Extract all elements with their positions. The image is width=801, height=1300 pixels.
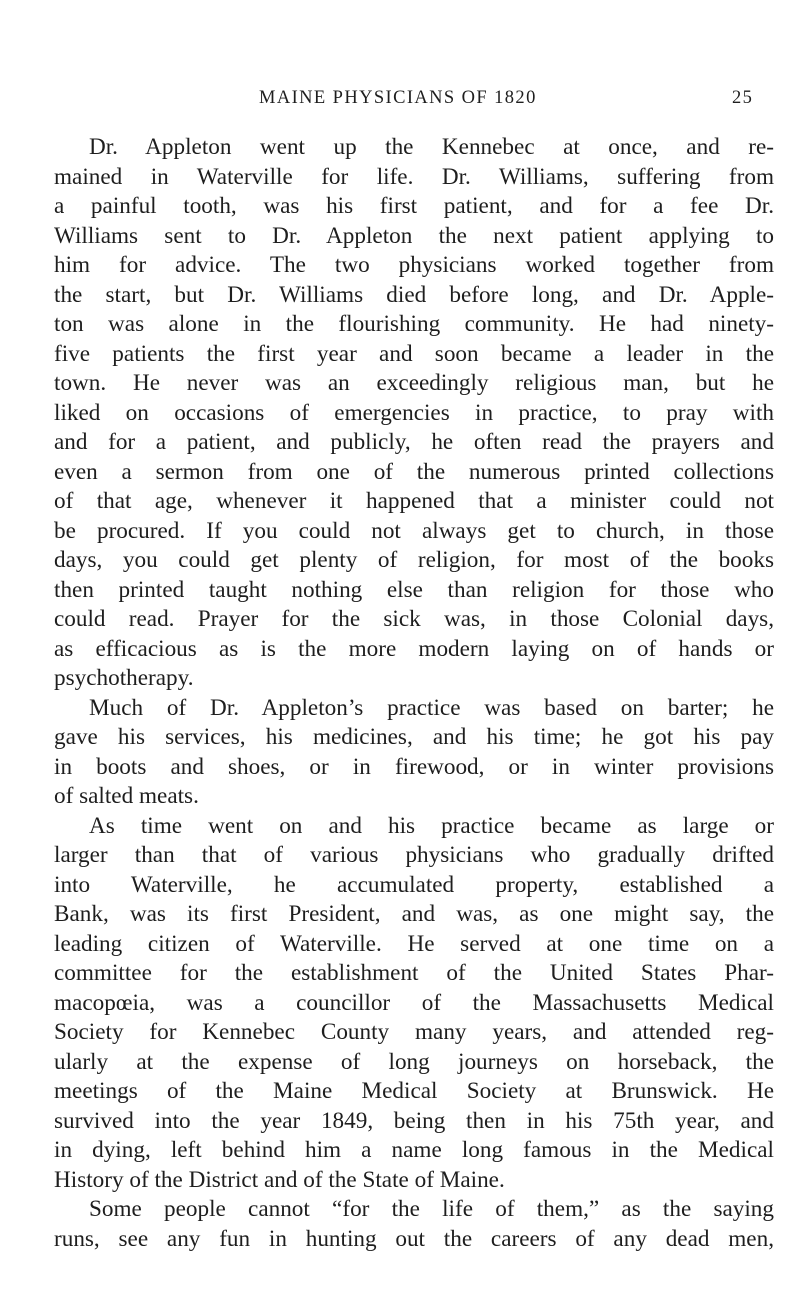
text-line: five patients the first year and soon became a leader in the bbox=[54, 340, 774, 367]
text-line: then printed taught nothing else than religion for those who bbox=[54, 576, 774, 603]
running-head: MAINE PHYSICIANS OF 1820 bbox=[259, 88, 537, 108]
page-number: 25 bbox=[732, 88, 754, 108]
text-line: of that age, whenever it happened that a minister could not bbox=[54, 488, 774, 514]
text-line: macopœia, was a councillor of the Massachusetts Medical bbox=[54, 989, 774, 1016]
text-line: leading citizen of Waterville. He served at one time on a bbox=[54, 930, 774, 957]
paragraph bbox=[54, 812, 774, 1196]
paragraph bbox=[54, 694, 774, 812]
text-line: gave his services, his medicines, and his time; he got his pay bbox=[54, 724, 774, 750]
text-line: ularly at the expense of long journeys on horseback, the bbox=[54, 1048, 774, 1075]
text-line: psychotherapy. bbox=[54, 665, 194, 691]
text-line: Williams sent to Dr. Appleton the next patient applying to bbox=[54, 222, 774, 249]
text-line: As time went on and his practice became as large or bbox=[89, 812, 774, 839]
text-line: survived into the year 1849, being then in his 75th year, and bbox=[54, 1107, 774, 1134]
text-line: mained in Waterville for life. Dr. Williams, suffering from bbox=[54, 163, 774, 190]
text-line: Some people cannot “for the life of them,” as the saying bbox=[89, 1196, 774, 1222]
text-line: a painful tooth, was his first patient, and for a fee Dr. bbox=[54, 193, 774, 219]
text-line: Dr. Appleton went up the Kennebec at once, and re- bbox=[89, 134, 774, 160]
text-line: into Waterville, he accumulated property, established a bbox=[54, 871, 774, 898]
text-line: meetings of the Maine Medical Society at Brunswick. He bbox=[54, 1078, 774, 1104]
text-line: in dying, left behind him a name long famous in the Medical bbox=[54, 1137, 774, 1163]
text-line: town. He never was an exceedingly religious man, but he bbox=[54, 370, 774, 396]
text-line: Bank, was its first President, and was, as one might say, the bbox=[54, 901, 774, 927]
text-line: as efficacious as is the more modern laying on of hands or bbox=[54, 635, 774, 662]
text-line: of salted meats. bbox=[54, 783, 199, 809]
text-line: Society for Kennebec County many years, and attended reg- bbox=[54, 1019, 774, 1045]
text-line: liked on occasions of emergencies in practice, to pray with bbox=[54, 399, 774, 426]
paragraph bbox=[54, 1195, 774, 1254]
text-line: History of the District and of the State of Maine. bbox=[54, 1166, 505, 1193]
text-line: the start, but Dr. Williams died before long, and Dr. Apple- bbox=[54, 281, 774, 308]
text-line: in boots and shoes, or in firewood, or in winter provisions bbox=[54, 753, 774, 780]
text-line: ton was alone in the flourishing community. He had ninety- bbox=[54, 311, 774, 337]
text-line: committee for the establishment of the United States Phar- bbox=[54, 960, 774, 986]
text-line: larger than that of various physicians who gradually drifted bbox=[54, 842, 774, 868]
text-line: runs, see any fun in hunting out the careers of any dead men, bbox=[54, 1225, 774, 1252]
text-line: Much of Dr. Appleton’s practice was based on barter; he bbox=[89, 694, 774, 721]
paragraph bbox=[54, 133, 774, 694]
body-text bbox=[54, 133, 774, 1254]
text-line: could read. Prayer for the sick was, in those Colonial days, bbox=[54, 606, 774, 632]
text-line: be procured. If you could not always get to church, in those bbox=[54, 517, 774, 544]
text-line: him for advice. The two physicians worked together from bbox=[54, 252, 774, 278]
text-line: days, you could get plenty of religion, for most of the books bbox=[54, 547, 774, 573]
text-line: even a sermon from one of the numerous printed collections bbox=[54, 458, 774, 485]
text-line: and for a patient, and publicly, he often read the prayers and bbox=[54, 429, 774, 455]
